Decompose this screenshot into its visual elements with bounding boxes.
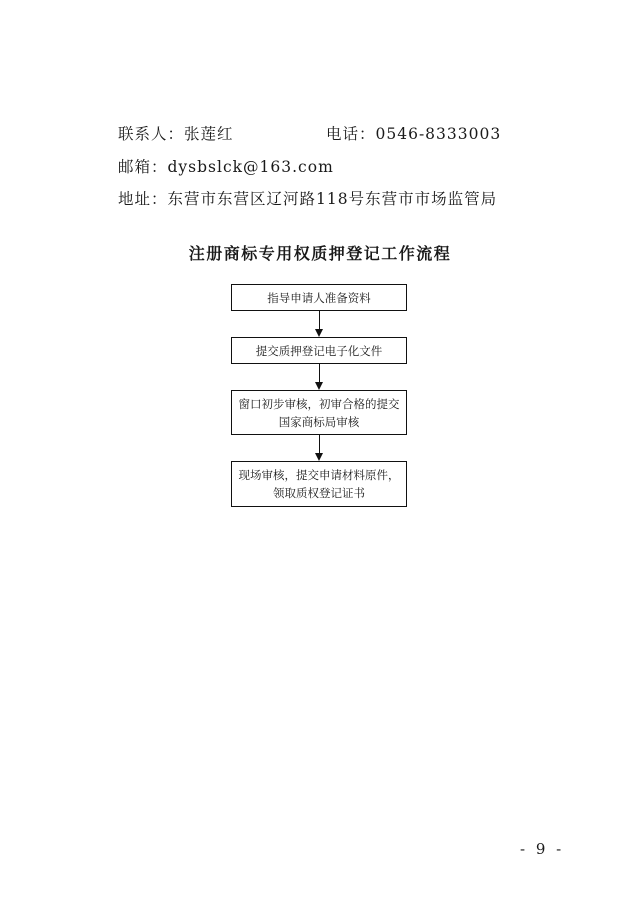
- flow-step-submit-electronic-docs: [231, 337, 407, 364]
- contact-phone: 电话：0546-8333003: [326, 125, 502, 143]
- flow-step-text: 领取质权登记证书: [273, 486, 365, 500]
- arrow-down-icon: [231, 364, 409, 390]
- contact-person: 联系人：张莲红: [118, 125, 234, 143]
- flow-step-text: 窗口初步审核，初审合格的提交: [238, 396, 400, 411]
- arrow-down-icon: [231, 311, 409, 337]
- flow-step-text: 指导申请人准备资料: [267, 290, 371, 305]
- contact-email: 邮箱：dysbslck@163.com: [118, 158, 334, 176]
- flowchart: [231, 284, 409, 507]
- contact-person-row: [118, 122, 502, 144]
- flow-step-text: 现场审核，提交申请材料原件，: [238, 468, 400, 482]
- arrow-down-icon: [231, 435, 409, 461]
- contact-address: 地址：东营市东营区辽河路118号东营市市场监管局: [118, 190, 498, 208]
- flowchart-title: 注册商标专用权质押登记工作流程: [188, 244, 452, 263]
- flow-step-window-review: [231, 390, 407, 435]
- flow-step-text: 国家商标局审核: [278, 414, 360, 429]
- page-number: - 9 -: [520, 840, 565, 858]
- flow-step-text: 提交质押登记电子化文件: [255, 343, 383, 358]
- flow-step-onsite-review: [231, 461, 407, 507]
- flow-step-prepare-materials: [231, 284, 407, 311]
